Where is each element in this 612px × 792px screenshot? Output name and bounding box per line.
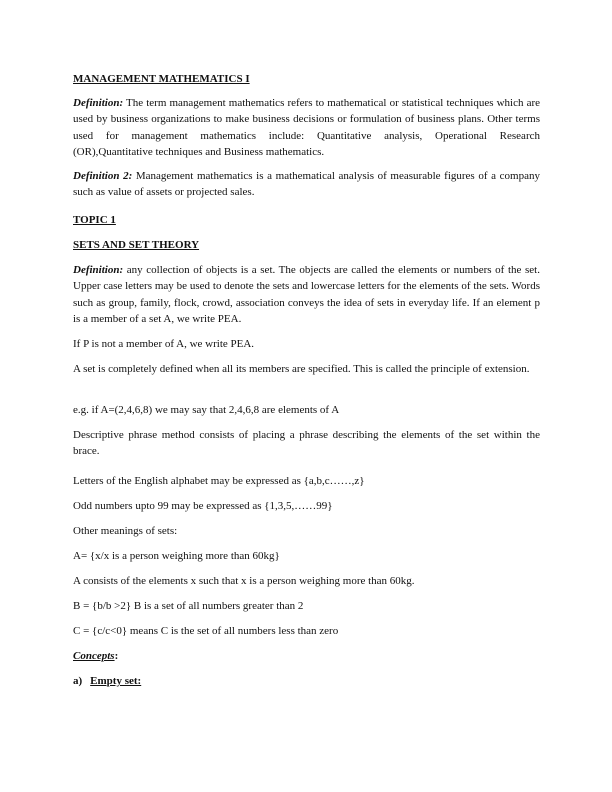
paragraph: Letters of the English alphabet may be expressed as {a,b,c……,z} [73,475,365,487]
definition-text: any collection of objects is a set. The objects are called the elements or numbers of the set. Upper case letters may be used to denote the sets and lowercase letters for the elements of the sets. Words such as group, family, flock, crowd, association conveys the idea of sets in everyday life. If an element p is a member of a set A, we write PEA. [73,264,540,325]
concepts-heading [73,648,540,664]
paragraph: Other meanings of sets: [73,525,178,537]
concepts-label: Concepts [73,650,115,662]
topic-heading: TOPIC 1 [73,214,116,226]
paragraph: A= {x/x is a person weighing more than 60kg} [73,550,280,562]
definition-label: Definition: [73,264,124,276]
definition-text: Management mathematics is a mathematical analysis of measurable figures of a company such as value of assets or projected sales. [73,170,540,199]
paragraph: A consists of the elements x such that x is a person weighing more than 60kg. [73,575,415,587]
list-marker: a) [73,675,83,687]
document-title: MANAGEMENT MATHEMATICS I [73,73,250,85]
definition-label: Definition 2: [73,170,133,182]
paragraph: e.g. if A=(2,4,6,8) we may say that 2,4,6,8 are elements of A [73,404,340,416]
list-item-label: Empty set: [90,675,142,687]
section-heading: SETS AND SET THEORY [73,239,200,251]
concepts-colon: : [114,650,119,662]
definition-label: Definition: [73,97,124,109]
list-item-empty-set [73,673,540,689]
definition-paragraph-2 [73,168,540,201]
paragraph: A set is completely defined when all its members are specified. This is called the principle of extension. [73,363,530,375]
paragraph: B = {b/b >2} B is a set of all numbers greater than 2 [73,600,304,612]
paragraph: Descriptive phrase method consists of placing a phrase describing the elements of the set within the brace. [73,429,540,458]
paragraph: If P is not a member of A, we write PEA. [73,338,255,350]
paragraph: Odd numbers upto 99 may be expressed as {1,3,5,……99} [73,500,333,512]
paragraph: C = {c/c<0} means C is the set of all numbers less than zero [73,625,339,637]
definition-paragraph-1 [73,95,540,160]
definition-text: The term management mathematics refers to mathematical or statistical techniques which are used by business organizations to make business decisions or formulation of business plans. Other terms used for management mathematics include: Quantitative analysis, Operational Research (OR),Quantitative techniques and Business mathematics. [73,97,540,158]
definition-paragraph-3 [73,262,540,327]
